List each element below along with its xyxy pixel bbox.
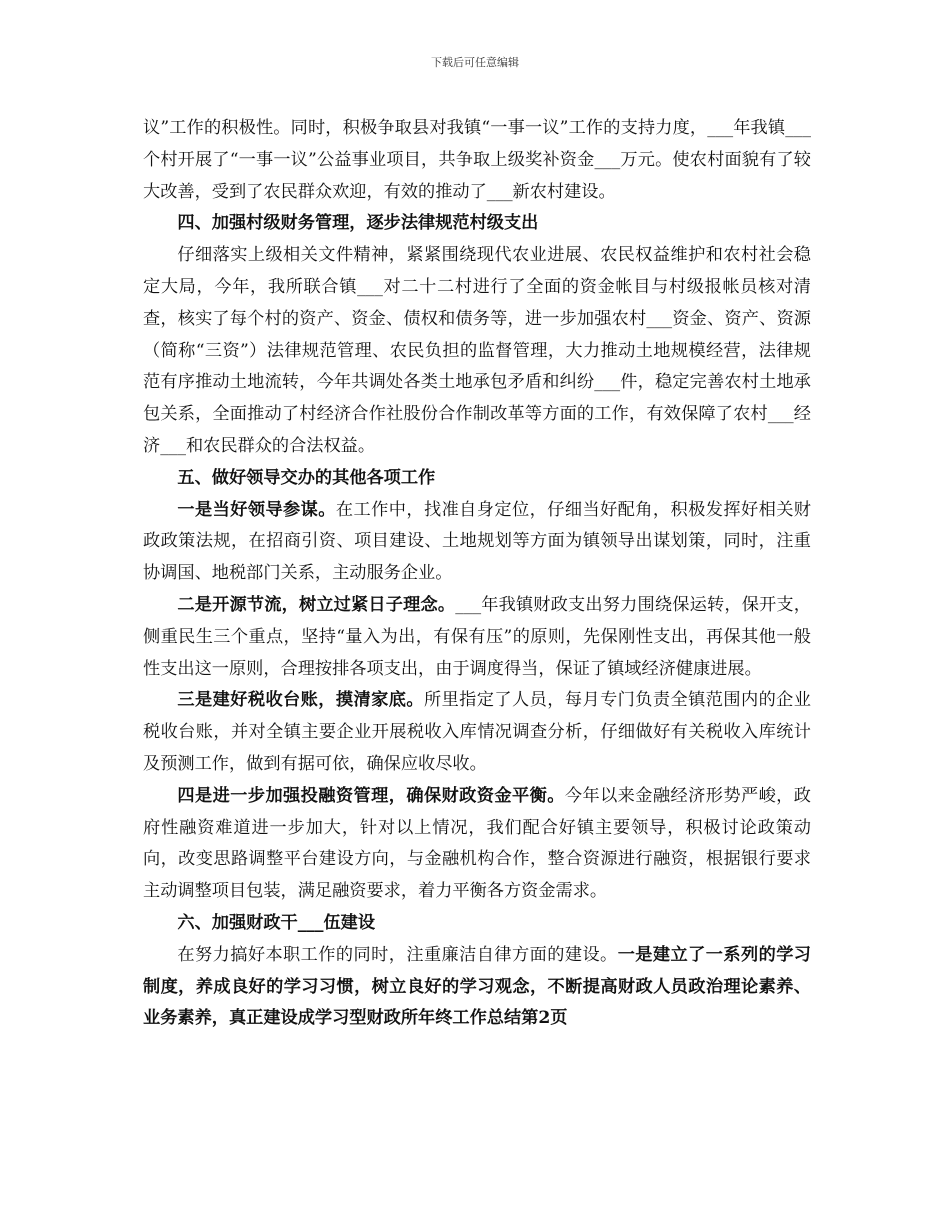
paragraph-lead: 四是进一步加强投融资管理，确保财政资金平衡。 — [177, 785, 565, 806]
paragraph-text: ___年我镇财政支出努力围绕保运转，保开支，侧重民生三个重点，坚持“量入为出，有保有压”的原则，先保刚性支出，再保其他一般性支出这一原则，合理按排各项支出，由于调度得当，保证了镇域经济健康进展。 — [143, 594, 811, 679]
section-heading: 五、做好领导交办的其他各项工作 — [177, 467, 436, 488]
section-heading: 六、加强财政干___伍建设 — [177, 912, 376, 933]
paragraph-text: 所里指定了人员，每月专门负责全镇范围内的企业税收台账，并对全镇主要企业开展税收入库情况调查分析，仔细做好有关税收入库统计及预测工作，做到有据可依，确保应收尽收。 — [143, 690, 811, 774]
paragraph-lead: 三是建好税收台账，摸清家底。 — [177, 690, 424, 711]
paragraph-text: 在工作中，找准自身定位，仔细当好配角，积极发挥好相关财政政策法规，在招商引资、项目建设、土地规划等方面为镇领导出谋划策，同时，注重协调国、地税部门关系，主动服务企业。 — [143, 499, 811, 584]
paragraph — [143, 495, 811, 590]
section-heading: 四、加强村级财务管理，逐步法律规范村级支出 — [177, 213, 539, 234]
paragraph-bold-tail: 一是建立了一系列的学习制度，养成良好的学习习惯，树立良好的学习观念，不断提高财政人员政治理论素养、业务素养，真正建设成学习型财政所年终工作总结第2页 — [143, 944, 811, 1029]
paragraph-text: 今年以来金融经济形势严峻，政府性融资难道进一步加大，针对以上情况，我们配合好镇主要领导，积极讨论政策动向，改变思路调整平台建设方向，与金融机构合作，整合资源进行融资，根据银行要求主动调整项目包装，满足融资要求，着力平衡各方资金需求。 — [143, 785, 811, 902]
paragraph-text: 在努力搞好本职工作的同时，注重廉洁自律方面的建设。 — [177, 944, 618, 965]
paragraph — [143, 590, 811, 685]
paragraph: 仔细落实上级相关文件精神，紧紧围绕现代农业进展、农民权益维护和农村社会稳定大局，今年，我所联合镇___对二十二村进行了全面的资金帐目与村级报帐员核对清查，核实了每个村的资产、资金、债权和债务等，进一步加强农村___资金、资产、资源（简称“三资”）法律规范管理、农民负担的监督管理，大力推动土地规模经营，法律规范有序推动土地流转，今年共调处各类土地承包矛盾和纠纷___件，稳定完善农村土地承包关系，全面推动了村经济合作社股份合作制改革等方面的工作，有效保障了农村___经济___和农民群众的合法权益。 — [143, 245, 811, 456]
paragraph: 议”工作的积极性。同时，积极争取县对我镇“一事一议”工作的支持力度，___年我镇___个村开展了“一事一议”公益事业项目，共争取上级奖补资金___万元。使农村面貌有了较大改善，受到了农民群众欢迎，有效的推动了___新农村建设。 — [143, 118, 811, 202]
page-header: 下载后可任意编辑 — [431, 56, 519, 69]
document-body — [143, 113, 811, 1035]
paragraph — [143, 781, 811, 908]
paragraph-lead: 一是当好领导参谋。 — [177, 499, 336, 520]
paragraph — [143, 685, 811, 780]
paragraph — [143, 940, 811, 1035]
paragraph-lead: 二是开源节流，树立过紧日子理念。 — [177, 594, 456, 615]
